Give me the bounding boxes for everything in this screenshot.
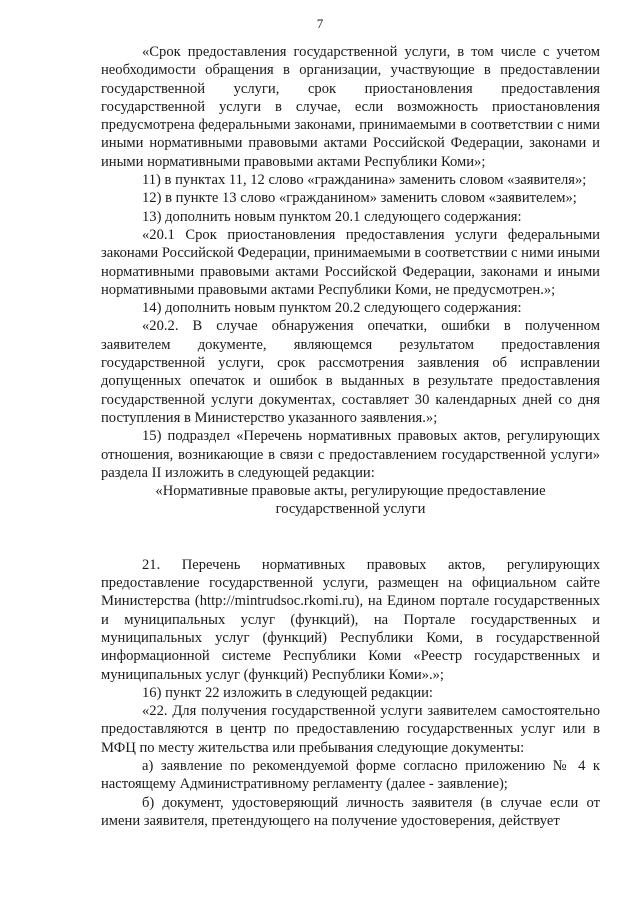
paragraph-item-11: 11) в пунктах 11, 12 слово «гражданина» заменить словом «заявителя»; <box>142 172 587 189</box>
paragraph-clause-20-1: «20.1 Срок приостановления предоставления услуги федеральными законами Российской Федерации, принимаемыми в соответствии с ними иными нормативными правовыми актами Российской Федерации, законами и иными нормативными правовыми актами Республики Коми, не предусмотрен.»; <box>101 226 600 298</box>
paragraph-item-16: 16) пункт 22 изложить в следующей редакции: <box>142 684 433 701</box>
paragraph-item-13: 13) дополнить новым пунктом 20.1 следующего содержания: <box>142 208 522 225</box>
paragraph-clause-22: «22. Для получения государственной услуги заявителем самостоятельно предоставляются в центр по предоставлению государственных услуг или в МФЦ по месту жительства или пребывания следующие документы: <box>101 703 600 756</box>
paragraph-clause-20-2: «20.2. В случае обнаружения опечатки, ошибки в полученном заявителем документе, являющемся результатом предоставления государственной услуги, срок рассмотрения заявления об исправлении допущенных опечаток и ошибок в выданных в результате предоставления государственной услуги документах, составляет 30 календарных дней со дня поступления в Министерство указанного заявления.»; <box>101 318 600 426</box>
section-heading: «Нормативные правовые акты, регулирующие предоставление государственной услуги <box>155 483 546 518</box>
paragraph-subitem-b: б) документ, удостоверяющий личность заявителя (в случае если от имени заявителя, претендующего на получение удостоверения, действует <box>101 794 600 829</box>
paragraph-item-15: 15) подраздел «Перечень нормативных правовых актов, регулирующих отношения, возникающие в связи с предоставлением государственной услуги» раздела II изложить в следующей редакции: <box>101 428 600 481</box>
paragraph-term-definition: «Срок предоставления государственной услуги, в том числе с учетом необходимости обращения в организации, участвующие в предоставлении государственной услуги, срок приостановления предоставления государственной услуги в случае, если возможность приостановления предусмотрена федеральными законами, принимаемыми в соответствии с ними иными нормативными правовыми актами Российской Федерации, законами и иными нормативными правовыми актами Республики Коми»; <box>101 44 600 170</box>
spacer <box>101 519 600 556</box>
paragraph-item-14: 14) дополнить новым пунктом 20.2 следующего содержания: <box>142 300 522 317</box>
page-number: 7 <box>316 16 324 31</box>
paragraph-item-12: 12) в пункте 13 слово «гражданином» заменить словом «заявителем»; <box>142 190 577 207</box>
document-body <box>101 43 600 830</box>
paragraph-clause-21: 21. Перечень нормативных правовых актов, регулирующих предоставление государственной услуги, размещен на официальном сайте Министерства (http://mintrudsoc.rkomi.ru), на Едином портале государственных и муниципальных услуг (функций), на Портале государственных и муниципальных услуг (функций) Республики Коми, в государственной информационной системе Республики Коми «Реестр государственных и муниципальных услуг (функций) Республики Коми».»; <box>101 556 600 683</box>
paragraph-subitem-a: а) заявление по рекомендуемой форме согласно приложению № 4 к настоящему Административному регламенту (далее - заявление); <box>101 757 600 793</box>
